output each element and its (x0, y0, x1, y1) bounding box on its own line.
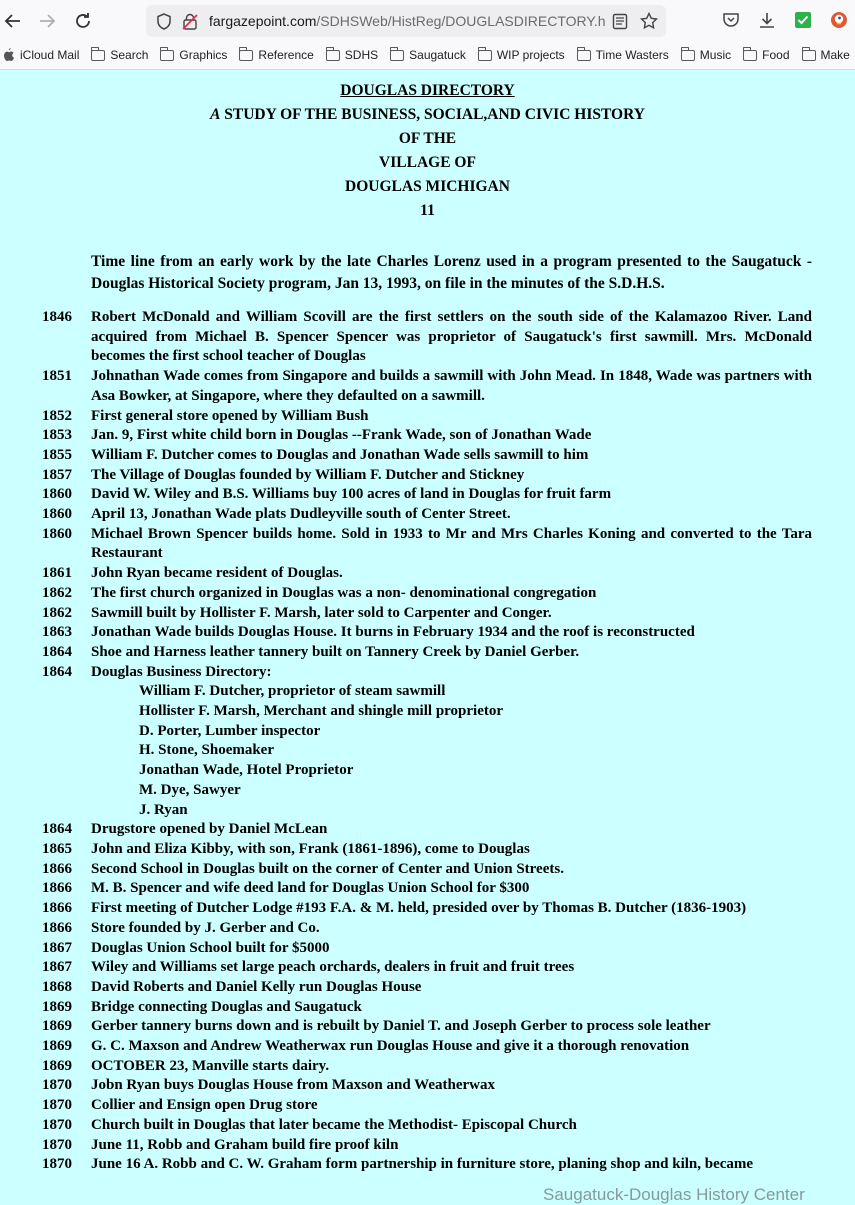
entry-year: 1870 (42, 1077, 72, 1094)
entry-year: 1869 (42, 1038, 72, 1055)
entry-year: 1867 (42, 939, 72, 956)
intro-paragraph: Time line from an early work by the late Charles Lorenz used in a program presented to the Saugatuck -Douglas Historical Society program, Jan 13, 1993, on file in the minutes of the S.D.H.S. (91, 253, 812, 292)
timeline-entry (42, 1116, 812, 1136)
bookmark-label: SDHS (344, 48, 379, 62)
folder-icon (681, 50, 695, 61)
bookmark-folder-food[interactable] (743, 48, 789, 62)
entry-year: 1864 (42, 643, 72, 660)
subtitle-text: STUDY OF THE BUSINESS, SOCIAL,AND CIVIC HISTORY (220, 106, 645, 123)
entry-text: Gerber tannery burns down and is rebuilt by Daniel T. and Joseph Gerber to process sole leather (91, 1018, 711, 1035)
bookmark-folder-wip-projects[interactable] (478, 48, 565, 62)
entry-year: 1860 (42, 486, 72, 503)
url-text[interactable] (209, 13, 606, 29)
entry-text: Collier and Ensign open Drug store (91, 1097, 318, 1114)
downloads-button[interactable] (757, 10, 777, 30)
entry-text: The Village of Douglas founded by William F. Dutcher and Stickney (91, 466, 525, 483)
entry-text: M. B. Spencer and wife deed land for Douglas Union School for $300 (91, 880, 530, 897)
timeline-entry (42, 1076, 812, 1096)
bookmark-folder-search[interactable] (91, 48, 148, 62)
page-title (0, 79, 855, 103)
entry-text: June 11, Robb and Graham build fire proof kiln (91, 1136, 399, 1153)
timeline-entry (42, 1096, 812, 1116)
title-text: DOUGLAS DIRECTORY (340, 82, 515, 99)
url-bar[interactable] (146, 5, 666, 37)
timeline-entry (42, 1136, 812, 1156)
bookmark-folder-music[interactable] (681, 48, 731, 62)
entry-year: 1866 (42, 919, 72, 936)
timeline-entry (42, 1037, 812, 1057)
timeline-entry (42, 564, 812, 584)
entry-year: 1869 (42, 1018, 72, 1035)
entry-text: Wiley and Williams set large peach orchards, dealers in fruit and fruit trees (91, 959, 575, 976)
entry-text: G. C. Maxson and Andrew Weatherwax run Douglas House and give it a thorough renovation (91, 1038, 690, 1055)
bookmarks-toolbar (0, 44, 855, 66)
folder-icon (326, 50, 340, 61)
timeline-list (42, 308, 812, 1175)
entry-text: First meeting of Dutcher Lodge #193 F.A. & M. held, presided over by Thomas B. Dutcher (1836-1903) (91, 900, 747, 917)
entry-year: 1862 (42, 604, 72, 621)
bookmark-label: Reference (258, 48, 314, 62)
bookmark-folder-saugatuck[interactable] (390, 48, 466, 62)
tracking-shield-icon[interactable] (156, 13, 172, 30)
watermark-text: Saugatuck-Douglas History Center (543, 1185, 805, 1204)
bookmark-label: Search (110, 48, 149, 62)
bookmark-star-icon[interactable] (640, 12, 658, 30)
bookmark-label: Time Wasters (595, 48, 669, 62)
entry-text: Shoe and Harness leather tannery built on Tannery Creek by Daniel Gerber. (91, 643, 580, 660)
bookmark-label: Music (699, 48, 732, 62)
timeline-entry (42, 1057, 812, 1077)
entry-text: Jan. 9, First white child born in Douglas --Frank Wade, son of Jonathan Wade (91, 427, 592, 444)
directory-item: M. Dye, Sawyer (139, 781, 241, 798)
folder-icon (802, 50, 816, 61)
bookmark-folder-time-wasters[interactable] (577, 48, 669, 62)
folder-icon (577, 50, 591, 61)
entry-year: 1851 (42, 368, 72, 385)
timeline-entry (42, 939, 812, 959)
entry-year: 1868 (42, 978, 72, 995)
bookmark-label: Food (762, 48, 790, 62)
entry-text: April 13, Jonathan Wade plats Dudleyville south of Center Street. (91, 506, 511, 523)
timeline-entry (42, 308, 812, 367)
entry-text: Church built in Douglas that later became the Methodist- Episcopal Church (91, 1116, 577, 1133)
entry-year: 1869 (42, 1057, 72, 1074)
browser-toolbar (0, 0, 855, 70)
timeline-entry (42, 958, 812, 978)
bookmark-label: WIP projects (496, 48, 565, 62)
entry-text: William F. Dutcher comes to Douglas and Jonathan Wade sells sawmill to him (91, 446, 589, 463)
entry-year: 1860 (42, 506, 72, 523)
entry-year: 1855 (42, 446, 72, 463)
entry-year: 1866 (42, 880, 72, 897)
directory-item: J. Ryan (139, 801, 188, 818)
entry-text: June 16 A. Robb and C. W. Graham form partnership in furniture store, planing shop and kiln, became (91, 1156, 754, 1173)
green-check-icon (794, 11, 812, 29)
entry-text: Douglas Business Directory: (91, 663, 272, 680)
subtitle-italic-a: A (210, 106, 221, 123)
reload-icon (74, 12, 92, 30)
insecure-lock-icon[interactable] (182, 13, 198, 30)
entry-year: 1862 (42, 584, 72, 601)
entry-year: 1865 (42, 840, 72, 857)
timeline-entry (42, 1155, 812, 1175)
timeline-entry (42, 899, 812, 919)
folder-icon (160, 50, 174, 61)
entry-text: Store founded by J. Gerber and Co. (91, 919, 320, 936)
entry-year: 1852 (42, 407, 72, 424)
timeline-entry (42, 1017, 812, 1037)
entry-text: Robert McDonald and William Scovill are the first settlers on the south side of the Kalamazoo River. Land acquired from Michael B. Spencer Spencer was proprietor of Saugatuck's first sawmill. Mrs. McDonald becomes the first school teacher of Douglas (91, 309, 812, 365)
subtitle-line-village: VILLAGE OF (379, 154, 476, 171)
entry-text: Douglas Union School built for $5000 (91, 939, 330, 956)
entry-year: 1864 (42, 821, 72, 838)
entry-text: David W. Wiley and B.S. Williams buy 100 acres of land in Douglas for fruit farm (91, 486, 612, 503)
timeline-group-1 (42, 308, 812, 682)
back-arrow-icon (4, 12, 22, 30)
subtitle-line-of-the: OF THE (398, 130, 457, 147)
bookmark-folder-graphics[interactable] (160, 48, 227, 62)
timeline-group-2 (42, 820, 812, 1175)
url-path: /SDHSWeb/HistReg/DOUGLASDIRECTORY.h (316, 13, 606, 29)
entry-year: 1853 (42, 427, 72, 444)
entry-year: 1870 (42, 1136, 72, 1153)
duckduckgo-icon (830, 11, 848, 29)
timeline-entry (42, 485, 812, 505)
bookmark-folder-make[interactable] (802, 48, 850, 62)
folder-icon (743, 50, 757, 61)
entry-year: 1846 (42, 309, 72, 325)
entry-text: Jonathan Wade builds Douglas House. It burns in February 1934 and the roof is reconstructed (91, 624, 695, 641)
timeline-entry (42, 466, 812, 486)
timeline-entry (42, 446, 812, 466)
entry-text: The first church organized in Douglas was a non- denominational congregation (91, 584, 597, 601)
timeline-entry (42, 860, 812, 880)
subtitle-line-place: DOUGLAS MICHIGAN (345, 178, 510, 195)
timeline-entry (42, 978, 812, 998)
page-content (0, 71, 855, 1204)
timeline-entry (42, 426, 812, 446)
entry-year: 1870 (42, 1097, 72, 1114)
bookmark-icloud-mail[interactable] (2, 48, 79, 62)
folder-icon (239, 50, 253, 61)
directory-item: Hollister F. Marsh, Merchant and shingle mill proprietor (139, 703, 504, 720)
pocket-icon (722, 11, 740, 29)
timeline-entry (42, 407, 812, 427)
timeline-entry (42, 623, 812, 643)
entry-year: 1864 (42, 663, 72, 680)
extension-checkmark-button[interactable] (793, 10, 813, 30)
entry-text: John and Eliza Kibby, with son, Frank (1861-1896), come to Douglas (91, 840, 530, 857)
bookmark-folder-sdhs[interactable] (326, 48, 378, 62)
apple-icon (2, 48, 15, 62)
back-button[interactable] (0, 8, 26, 34)
bookmark-label: Graphics (179, 48, 228, 62)
entry-year: 1861 (42, 565, 72, 582)
entry-text: Jobn Ryan buys Douglas House from Maxson and Weatherwax (91, 1077, 495, 1094)
entry-year: 1866 (42, 900, 72, 917)
forward-arrow-icon (38, 12, 56, 30)
reader-view-icon[interactable] (612, 13, 628, 30)
directory-item: Jonathan Wade, Hotel Proprietor (139, 762, 354, 779)
entry-text: Second School in Douglas built on the corner of Center and Union Streets. (91, 860, 564, 877)
entry-text: Bridge connecting Douglas and Saugatuck (91, 998, 362, 1015)
bookmark-folder-reference[interactable] (239, 48, 313, 62)
entry-year: 1867 (42, 959, 72, 976)
timeline-entry (42, 584, 812, 604)
timeline-entry (42, 525, 812, 564)
bookmark-label: Make (820, 48, 850, 62)
entry-text: Sawmill built by Hollister F. Marsh, later sold to Carpenter and Conger. (91, 604, 552, 621)
entry-year: 1863 (42, 624, 72, 641)
timeline-entry (42, 367, 812, 406)
url-domain: fargazepoint.com (209, 13, 317, 29)
entry-text: OCTOBER 23, Manville starts dairy. (91, 1057, 330, 1074)
entry-year: 1870 (42, 1156, 72, 1173)
entry-text: John Ryan became resident of Douglas. (91, 565, 343, 582)
entry-text: First general store opened by William Bush (91, 407, 369, 424)
directory-item: D. Porter, Lumber inspector (139, 722, 321, 739)
entry-text: David Roberts and Daniel Kelly run Douglas House (91, 978, 422, 995)
timeline-entry (42, 919, 812, 939)
timeline-entry (42, 663, 812, 683)
timeline-entry (42, 840, 812, 860)
bookmark-label: Saugatuck (409, 48, 466, 62)
entry-year: 1857 (42, 466, 72, 483)
timeline-entry (42, 998, 812, 1018)
entry-text: Drugstore opened by Daniel McLean (91, 821, 328, 838)
directory-item: William F. Dutcher, proprietor of steam sawmill (139, 683, 446, 700)
entry-text: Johnathan Wade comes from Singapore and builds a sawmill with John Mead. In 1848, Wade was partners with Asa Bowker, at Singapore, where they defaulted on a sawmill. (91, 368, 812, 404)
bookmark-label: iCloud Mail (20, 48, 80, 62)
timeline-entry (42, 820, 812, 840)
subtitle (0, 103, 855, 127)
timeline-entry (42, 505, 812, 525)
folder-icon (478, 50, 492, 61)
entry-year: 1870 (42, 1116, 72, 1133)
entry-year: 1869 (42, 998, 72, 1015)
pocket-button[interactable] (721, 10, 741, 30)
entry-year: 1860 (42, 525, 72, 542)
forward-button[interactable] (34, 8, 60, 34)
page-number: 11 (420, 202, 435, 219)
entry-text: Michael Brown Spencer builds home. Sold in 1933 to Mr and Mrs Charles Koning and converted to the Tara Restaurant (91, 525, 812, 562)
entry-year: 1866 (42, 860, 72, 877)
timeline-entry (42, 643, 812, 663)
duckduckgo-extension-button[interactable] (829, 10, 849, 30)
business-directory-list (42, 682, 812, 820)
timeline-entry (42, 604, 812, 624)
download-icon (758, 11, 776, 29)
directory-item: H. Stone, Shoemaker (139, 742, 274, 759)
folder-icon (390, 50, 404, 61)
timeline-entry (42, 879, 812, 899)
folder-icon (91, 50, 105, 61)
reload-button[interactable] (70, 8, 96, 34)
